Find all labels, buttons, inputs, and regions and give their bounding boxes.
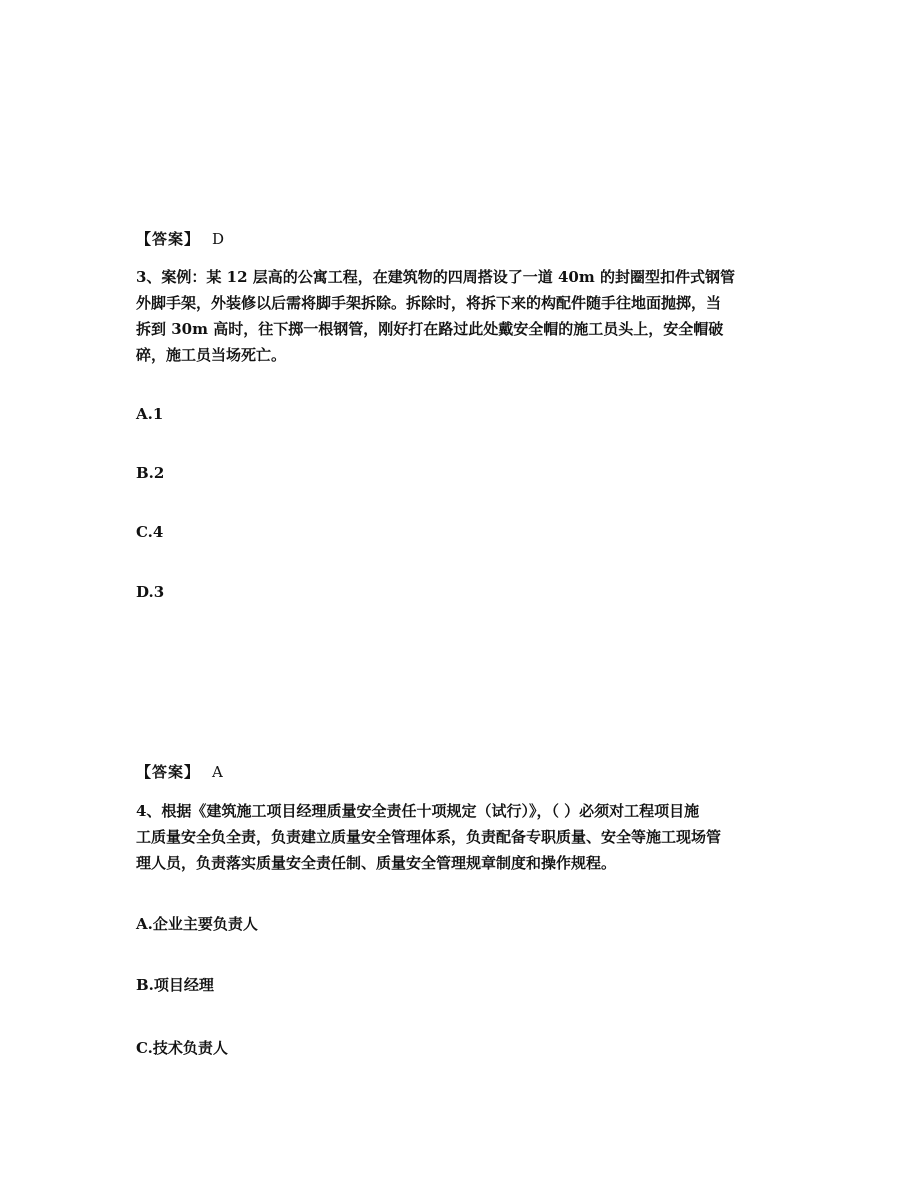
question-4-option-b: B.项目经理 xyxy=(136,976,214,994)
question-4-option-a: A.企业主要负责人 xyxy=(136,915,258,933)
answer-value: A xyxy=(212,763,223,781)
answer-row-2 xyxy=(136,762,223,782)
answer-label: 【答案】 xyxy=(136,230,201,248)
question-3-line-1: 3、案例：某 12 层高的公寓工程，在建筑物的四周搭设了一道 40m 的封圈型扣件式钢管 xyxy=(136,268,735,286)
question-3 xyxy=(136,264,786,368)
question-4-line-1: 4、根据《建筑施工项目经理质量安全责任十项规定（试行）》，（ ）必须对工程项目施 xyxy=(136,802,700,820)
question-3-line-3: 拆到 30m 高时，往下掷一根钢管，刚好打在路过此处戴安全帽的施工员头上，安全帽破 xyxy=(136,320,724,338)
question-4-line-3: 理人员，负责落实质量安全责任制、质量安全管理规章制度和操作规程。 xyxy=(136,854,617,872)
question-3-option-c: C.4 xyxy=(136,523,164,541)
question-4-line-2: 工质量安全负全责，负责建立质量安全管理体系，负责配备专职质量、安全等施工现场管 xyxy=(136,828,722,846)
question-3-option-d: D.3 xyxy=(136,583,165,601)
question-4-option-c: C.技术负责人 xyxy=(136,1039,228,1057)
question-4 xyxy=(136,798,786,876)
question-3-option-b: B.2 xyxy=(136,464,165,482)
answer-label: 【答案】 xyxy=(136,763,201,781)
question-3-option-a: A.1 xyxy=(136,405,164,423)
question-3-line-4: 碎，施工员当场死亡。 xyxy=(136,346,287,364)
question-3-line-2: 外脚手架，外装修以后需将脚手架拆除。拆除时，将拆下来的构配件随手往地面抛掷，当 xyxy=(136,294,722,312)
answer-row-1 xyxy=(136,229,224,249)
answer-value: D xyxy=(212,230,225,248)
